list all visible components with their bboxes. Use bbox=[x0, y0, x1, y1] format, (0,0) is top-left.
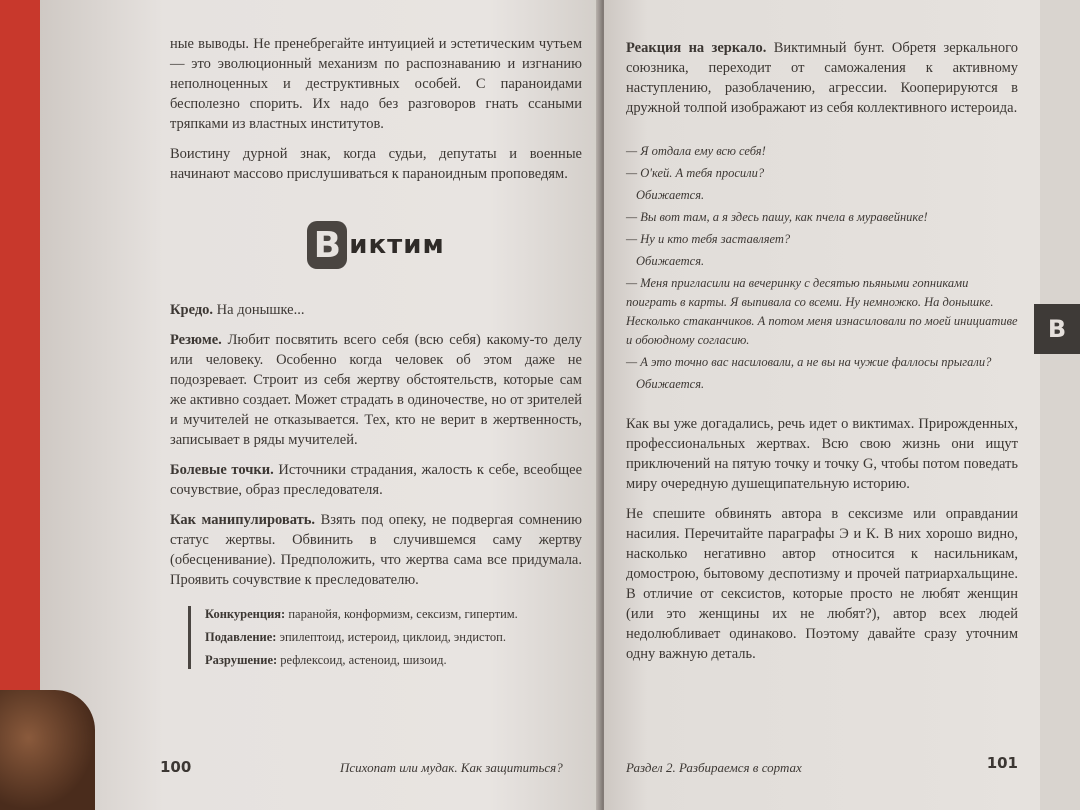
relations-box bbox=[188, 606, 582, 669]
victims-paragraph: Как вы уже догадались, речь идет о виктимах. Прирожденных, профессиональных жертвах. Всю свою жизнь они ищут приключений на пятую точку и точку G, чтобы потом поведать миру очередную душещипательную историю. bbox=[626, 416, 1018, 492]
thumb bbox=[0, 690, 95, 810]
resume-label: Резюме. bbox=[170, 332, 222, 348]
section-initial: В bbox=[307, 221, 347, 269]
manip-text: Взять под опеку, не подвергая сомнению статус жертвы. Обвинить в случившемся саму жертву (обесценивание). Предположить, что жертва сама все придумала. Проявить сочувствие к преследователю. bbox=[170, 512, 582, 588]
author-paragraph: Не спешите обвинять автора в сексизме или оправдании насилия. Перечитайте параграфы Э и К. В них хорошо видно, насколько негативно автор относится к насильникам, домострою, бытовому деспотизму и прочей патриархальщине. В отличие от сексистов, которые просто не любят женщин (или это женщины их не любят?), автор всех людей недолюбливает одинаково. Поэтому давайте сразу уточним одну важную деталь. bbox=[626, 506, 1018, 662]
credo-paragraph bbox=[170, 300, 582, 320]
suppression-text: эпилептоид, истероид, циклоид, эндистоп. bbox=[279, 630, 506, 644]
pain-label: Болевые точки. bbox=[170, 462, 274, 478]
section-heading bbox=[170, 218, 582, 272]
running-title-right: Раздел 2. Разбираемся в сортах bbox=[626, 760, 802, 775]
paragraph-1: ные выводы. Не пренебрегайте интуицией и эстетическим чутьем — это эволюционный механизм по распознаванию и изгнанию неполноценных и деструктивных особей. С параноидами бесполезно спорить. Их надо без разговоров гнать ссаными тряпками из властных институтов. bbox=[170, 36, 582, 132]
mirror-text: Виктимный бунт. Обретя зеркального союзника, переходит от саможаления к активному наступлению, разоблачению, агрессии. Кооперируются в дружной толпой изображают из себя коллективного истероида. bbox=[626, 40, 1019, 116]
resume-paragraph bbox=[170, 330, 582, 450]
dialog-line: Обижается. bbox=[636, 254, 705, 268]
concurrence-label: Конкуренция: bbox=[205, 607, 286, 621]
dialog-line: — Вы вот там, а я здесь пашу, как пчела в муравейнике! bbox=[626, 210, 928, 224]
dialog-block bbox=[626, 142, 1018, 394]
concurrence-text: паранойя, конформизм, сексизм, гипертим. bbox=[288, 607, 518, 621]
dialog-line: Обижается. bbox=[636, 188, 705, 202]
resume-text: Любит посвятить всего себя (всю себя) какому-то делу или человеку. Особенно когда человек об этом даже не подозревает. Строит из себя жертву обстоятельств, которые сам же активно создает. Может страдать в одиночестве, но от зрителей и мучителей не отказывается. Тех, кто не верит в жертвенность, записывает в ряды мучителей. bbox=[170, 332, 582, 448]
dialog-line: — Меня пригласили на вечеринку с десятью пьяными гопниками поиграть в карты. Я выпивала со всеми. Ну немножко. На донышке. Несколько стаканчиков. А потом меня изнасиловали по моей инициативе и обоюдному согласию. bbox=[626, 276, 1018, 347]
mirror-paragraph bbox=[626, 38, 1018, 118]
relation-destruction bbox=[205, 652, 582, 669]
section-tab: В bbox=[1034, 304, 1080, 354]
paragraph-2: Воистину дурной знак, когда судьи, депутаты и военные начинают массово прислушиваться к параноидным проповедям. bbox=[170, 146, 582, 182]
manip-paragraph bbox=[170, 510, 582, 590]
mirror-label: Реакция на зеркало. bbox=[626, 40, 767, 56]
page-number-left: 100 bbox=[160, 758, 192, 776]
section-title-rest: иктим bbox=[349, 230, 445, 260]
dialog-line: — А это точно вас насиловали, а не вы на чужие фаллосы прыгали? bbox=[626, 355, 992, 369]
left-page bbox=[40, 0, 602, 810]
running-title-left: Психопат или мудак. Как защититься? bbox=[340, 760, 563, 775]
pain-text: Источники страдания, жалость к себе, всеобщее сочувствие, образ преследователя. bbox=[170, 462, 583, 498]
dialog-line: — О'кей. А тебя просили? bbox=[626, 166, 765, 180]
dialog-line: — Ну и кто тебя заставляет? bbox=[626, 232, 791, 246]
manip-label: Как манипулировать. bbox=[170, 512, 316, 528]
credo-label: Кредо. bbox=[170, 302, 214, 318]
pain-paragraph bbox=[170, 460, 582, 500]
relation-concurrence bbox=[205, 606, 582, 623]
relation-suppression bbox=[205, 629, 582, 646]
page-number-right: 101 bbox=[986, 754, 1018, 772]
right-page bbox=[604, 0, 1040, 810]
credo-text: На донышке... bbox=[216, 302, 305, 318]
dialog-line: — Я отдала ему всю себя! bbox=[626, 144, 766, 158]
destruction-label: Разрушение: bbox=[205, 653, 278, 667]
dialog-line: Обижается. bbox=[636, 377, 705, 391]
destruction-text: рефлексоид, астеноид, шизоид. bbox=[280, 653, 447, 667]
suppression-label: Подавление: bbox=[205, 630, 277, 644]
